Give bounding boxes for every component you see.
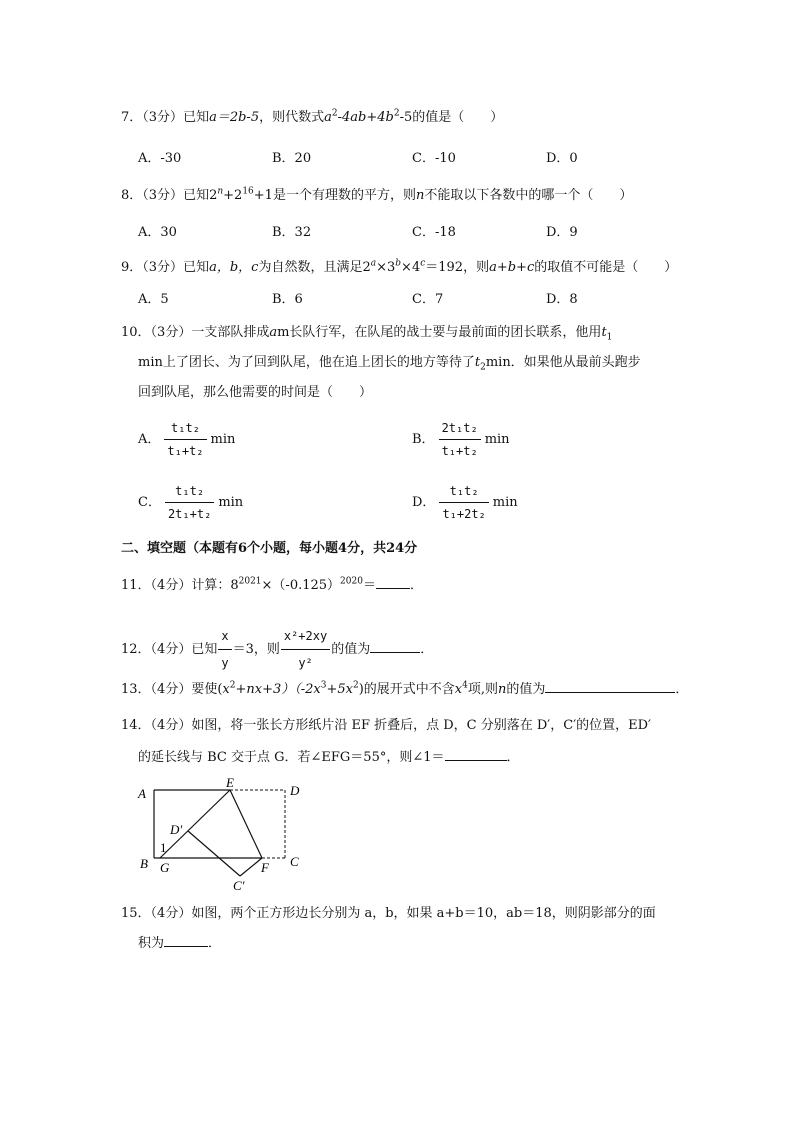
numerator: t₁t₂: [164, 418, 206, 440]
numerator: t₁t₂: [165, 481, 214, 503]
q8-exp-a: n: [217, 186, 224, 197]
question-number: 9．: [121, 260, 143, 275]
q12-text-a: 已知: [191, 642, 218, 657]
unit: min: [210, 432, 236, 447]
q13-p3: +5x: [326, 682, 353, 697]
question-8: [121, 186, 632, 206]
q9-text-c: 的取值不可能是（ ）: [534, 260, 678, 275]
q9-exp3: c: [420, 258, 426, 269]
denominator: 2t₁+t₂: [167, 507, 212, 521]
q9-vars: a，b，c: [209, 260, 259, 275]
q9-text-a: 已知: [183, 260, 210, 275]
label-C-prime: C′: [233, 878, 245, 893]
q13-p2e: 3: [320, 680, 327, 691]
q8-option-c[interactable]: C．-18: [412, 225, 456, 240]
q13-p1e: 2: [229, 680, 236, 691]
q13-nv: n: [498, 682, 507, 697]
q10-option-a[interactable]: [138, 418, 235, 461]
q10-option-d[interactable]: [412, 481, 518, 524]
unit: min: [492, 495, 518, 510]
numerator: x²+2xy: [281, 624, 330, 650]
q13-xe: 4: [462, 680, 468, 691]
q7-text-c: 的值是（ ）: [412, 110, 504, 125]
q10-line2-a: min上了团长、为了回到队尾，他在追上团长的地方等待了: [138, 355, 475, 370]
label-D: D: [290, 783, 300, 798]
q8-text-a: 已知: [183, 188, 210, 203]
q10-t2: t: [474, 355, 481, 370]
q7-option-b[interactable]: B．20: [272, 151, 312, 166]
question-9: [121, 258, 677, 278]
q12-text-c: 的值为: [331, 642, 371, 657]
label-E: E: [226, 776, 234, 790]
question-10-line2: [138, 353, 641, 373]
answer-blank[interactable]: [370, 640, 420, 653]
q9-text-b: 为自然数，且满足: [258, 260, 363, 275]
q9-mid2: ×4: [401, 260, 421, 275]
numerator: t₁t₂: [439, 481, 488, 503]
q7-option-d[interactable]: D．0: [546, 151, 578, 166]
q12-text-b: ＝3，则: [232, 642, 280, 657]
q11-end: ．: [409, 578, 423, 593]
fraction: [164, 418, 206, 461]
points: （4分）: [150, 642, 192, 657]
question-number: 7．: [121, 110, 143, 125]
q14-line2: 的延长线与 BC 交于点 G．若∠EFG＝55°，则∠1＝: [138, 750, 445, 765]
question-number: 15．: [121, 906, 151, 921]
q10-line1-a: 一支部队排成: [191, 325, 270, 340]
question-number: 8．: [121, 188, 143, 203]
q13-end: ．: [675, 682, 689, 697]
points: （3分）: [142, 260, 184, 275]
q13-p3e: 2: [352, 680, 359, 691]
question-15-line1: [121, 904, 656, 924]
question-10-line1: [121, 323, 612, 343]
question-number: 12．: [121, 642, 151, 657]
answer-blank[interactable]: [376, 576, 410, 589]
label-B: B: [140, 856, 148, 871]
label-A: A: [138, 786, 146, 801]
points: （3分）: [150, 325, 192, 340]
q7-option-c[interactable]: C．-10: [412, 151, 456, 166]
q10-line2-b: min．如果他从最前头跑步: [485, 355, 641, 370]
denominator: y²: [298, 656, 313, 670]
unit: min: [484, 432, 510, 447]
q13-text-b: 项,则: [467, 682, 499, 697]
q13-p2: +nx+3）（-2x: [235, 682, 321, 697]
q7-option-a[interactable]: A．-30: [138, 151, 182, 166]
q8-option-a[interactable]: A．30: [138, 225, 177, 240]
label-F: F: [261, 860, 269, 875]
q10-option-c[interactable]: [138, 481, 243, 524]
question-11: [121, 576, 423, 596]
denominator: t₁+t₂: [441, 444, 478, 458]
q15-end: ．: [208, 936, 222, 951]
q11-mid: ×（-0.125）: [261, 578, 341, 593]
question-number: 14．: [121, 718, 151, 733]
numerator: 2t₁t₂: [439, 418, 481, 440]
fraction: [439, 418, 481, 461]
denominator: t₁+t₂: [167, 444, 204, 458]
q11-base: 8: [230, 578, 239, 593]
q13-text-c: 的值为: [506, 682, 546, 697]
q9-rhs: ＝192，则: [425, 260, 490, 275]
q13-p1: x: [222, 682, 230, 697]
answer-blank[interactable]: [545, 680, 675, 693]
points: （4分）: [150, 578, 192, 593]
q11-tail: ＝: [362, 578, 376, 593]
question-14-line1: [121, 716, 651, 736]
q8-expr-a: 2: [209, 188, 218, 203]
q13-p4: )的展开式中不含: [358, 682, 455, 697]
q9-expr: 2: [362, 260, 371, 275]
question-12: [121, 624, 433, 675]
q11-exp2: 2020: [340, 576, 363, 587]
q8-option-b[interactable]: B．32: [272, 225, 312, 240]
question-7: 7．（3分）已知a＝2b-5，则代数式$a^2-4ab+4b^2-5$的值是（ ）: [121, 108, 504, 125]
q13-xv: x: [454, 682, 463, 697]
label-angle-1: 1: [160, 840, 167, 855]
q8-var: n: [415, 188, 425, 203]
points: （4分）: [150, 718, 192, 733]
q7-equation: a＝2b-5: [209, 110, 260, 125]
points: （4分）: [150, 906, 192, 921]
q7-expr-c: -5: [399, 110, 413, 125]
q9-option-a[interactable]: A．5: [138, 292, 169, 307]
fraction: [218, 624, 231, 675]
fraction: [439, 481, 488, 524]
question-13: [121, 680, 688, 700]
q7-expr-b: -4ab+4b: [337, 110, 394, 125]
answer-blank[interactable]: [445, 748, 507, 761]
q10-t2-sub: 2: [480, 362, 486, 373]
q7-text-b: ，则代数式: [259, 110, 325, 125]
points: （3分）: [142, 110, 184, 125]
q9-option-d[interactable]: D．8: [546, 292, 578, 307]
q9-option-b[interactable]: B．6: [272, 292, 303, 307]
points: （3分）: [142, 188, 184, 203]
option-label: A．: [138, 432, 161, 447]
q9-sum: a+b+c: [489, 260, 535, 275]
option-label: C．: [138, 495, 161, 510]
points: （4分）: [150, 682, 192, 697]
q9-exp1: a: [370, 258, 377, 269]
question-number: 10．: [121, 325, 151, 340]
question-10-line3: 回到队尾，那么他需要的时间是（ ）: [138, 385, 373, 400]
folding-diagram: [130, 776, 310, 896]
q10-line1-b: m长队行军，在队尾的战士要与最前面的团长联系，他用: [277, 325, 602, 340]
numerator: x: [218, 624, 231, 650]
q15-line2: 积为: [138, 936, 165, 951]
option-label: D．: [412, 495, 436, 510]
answer-blank[interactable]: [164, 934, 208, 947]
q14-end: ．: [506, 750, 520, 765]
q8-expr-c: +1: [253, 188, 273, 203]
question-15-line2: [138, 934, 221, 954]
question-14-line2: [138, 748, 520, 768]
label-C: C: [290, 854, 299, 869]
option-label: B．: [412, 432, 435, 447]
fraction: [165, 481, 214, 524]
q8-text-b: 是一个有理数的平方，则: [272, 188, 416, 203]
label-D-prime: D′: [170, 822, 183, 837]
q9-option-c[interactable]: C．7: [412, 292, 444, 307]
label-G: G: [160, 860, 170, 875]
q8-exp-b: 16: [242, 186, 254, 197]
question-number: 11．: [121, 578, 151, 593]
q10-option-b[interactable]: [412, 418, 510, 461]
denominator: t₁+2t₂: [442, 507, 486, 521]
q10-t1: t: [601, 325, 607, 340]
q7-expr-a: a: [324, 110, 332, 125]
q13-text-a: 要使(: [191, 682, 223, 697]
q8-text-c: 不能取以下各数中的哪一个（ ）: [424, 188, 633, 203]
section-heading: 二、填空题（本题有6个小题，每小题4分，共24分: [121, 541, 418, 556]
q11-text: 计算：: [191, 578, 231, 593]
unit: min: [218, 495, 244, 510]
q14-line1: 如图，将一张长方形纸片沿 EF 折叠后，点 D，C 分别落在 D′，C′的位置，ED′: [191, 718, 652, 733]
q11-exp: 2021: [238, 576, 262, 587]
fraction: [281, 624, 330, 675]
denominator: y: [221, 656, 229, 670]
q8-expr-b: +2: [223, 188, 243, 203]
q9-mid1: ×3: [376, 260, 396, 275]
q8-option-d[interactable]: D．9: [546, 225, 578, 240]
q9-exp2: b: [395, 258, 402, 269]
q7-text-a: 已知: [183, 110, 210, 125]
q15-line1: 如图，两个正方形边长分别为 a，b，如果 a+b＝10，ab＝18，则阴影部分的面: [191, 906, 656, 921]
q12-end: ．: [420, 642, 434, 657]
q10-var-a: a: [269, 325, 278, 340]
q10-t1-sub: 1: [606, 332, 613, 343]
question-number: 13．: [121, 682, 151, 697]
